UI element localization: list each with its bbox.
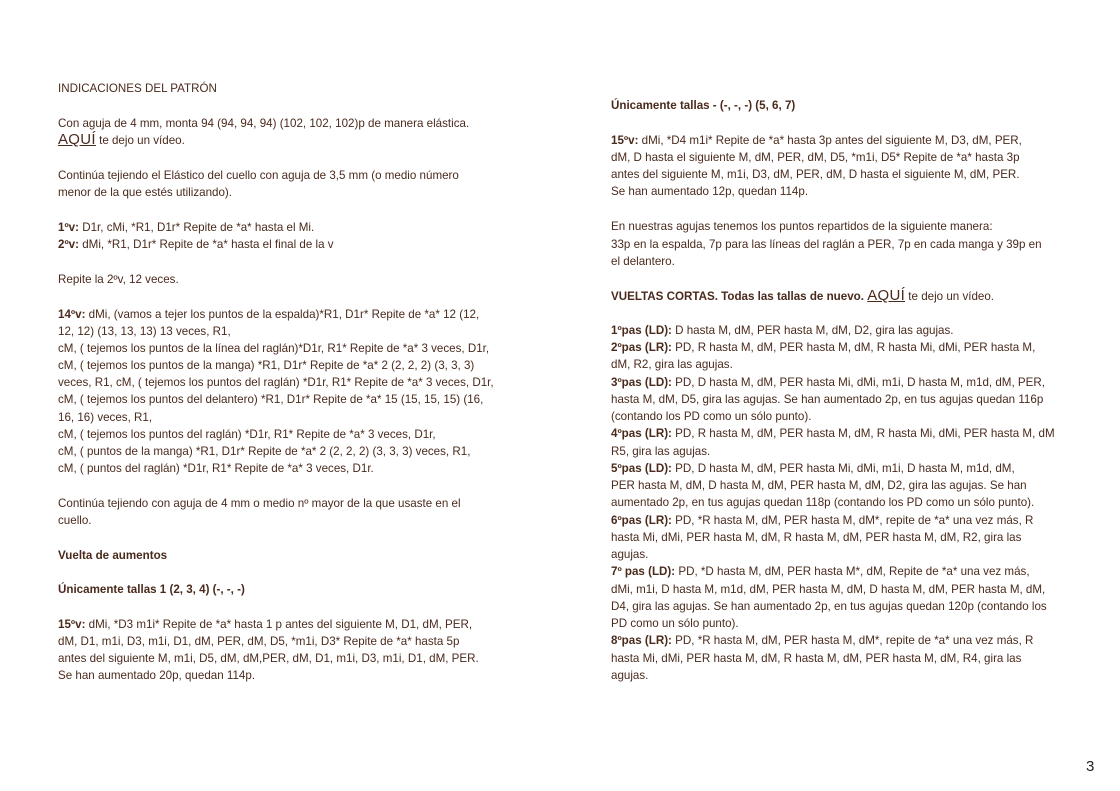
paragraph-line: veces, R1, cM, ( tejemos los puntos del raglán) *D1r, R1* Repite de *a* 3 veces, D1r, — [58, 376, 494, 389]
subheading: Únicamente tallas - (-, -, -) (5, 6, 7) — [611, 99, 796, 112]
paragraph-line: Repite la 2ºv, 12 veces. — [58, 273, 179, 286]
row-instruction: 2ºv: dMi, *R1, D1r* Repite de *a* hasta el final de la v — [58, 238, 334, 251]
short-rows-heading: VUELTAS CORTAS. Todas las tallas de nuevo. AQUÍ te dejo un vídeo. — [611, 287, 995, 304]
paragraph-line: 16, 16) veces, R1, — [58, 411, 153, 424]
paragraph-line: 12, 12) (13, 13, 13) 13 veces, R1, — [58, 325, 231, 338]
paragraph-line: Con aguja de 4 mm, monta 94 (94, 94, 94) (102, 102, 102)p de manera elástica. — [58, 117, 470, 130]
paragraph-line: antes del siguiente M, m1i, D3, dM, PER, dM, D hasta el siguiente M, dM, PER. — [611, 168, 1020, 181]
video-link[interactable]: AQUÍ — [58, 131, 96, 148]
paragraph-line: cM, ( tejemos los puntos del delantero) *R1, D1r* Repite de *a* 15 (15, 15, 15) (16, — [58, 393, 484, 406]
paragraph-line: dM, D1, m1i, D3, m1i, D1, dM, PER, dM, D5, *m1i, D3* Repite de *a* hasta 5p — [58, 635, 460, 648]
subheading: Únicamente tallas 1 (2, 3, 4) (-, -, -) — [58, 583, 245, 596]
paragraph-line: agujas. — [611, 548, 649, 561]
section-heading: INDICACIONES DEL PATRÓN — [58, 82, 217, 95]
row-instruction: 8ºpas (LR): PD, *R hasta M, dM, PER hasta M, dM*, repite de *a* una vez más, R — [611, 634, 1034, 647]
row-instruction: 2ºpas (LR): PD, R hasta M, dM, PER hasta M, dM, R hasta Mi, dMi, PER hasta M, — [611, 341, 1036, 354]
paragraph-line: Continúa tejiendo con aguja de 4 mm o medio nº mayor de la que usaste en el — [58, 497, 461, 510]
paragraph-line: cuello. — [58, 514, 92, 527]
video-link-line: AQUÍ te dejo un vídeo. — [58, 131, 185, 148]
row-instruction: 1ºpas (LD): D hasta M, dM, PER hasta M, dM, D2, gira las agujas. — [611, 324, 954, 337]
paragraph-line: aumentado 2p, en tus agujas quedan 118p (contando los PD como un sólo punto). — [611, 496, 1035, 509]
paragraph-line: 33p en la espalda, 7p para las líneas del raglán a PER, 7p en cada manga y 39p en — [611, 238, 1042, 251]
paragraph-line: el delantero. — [611, 255, 675, 268]
paragraph-line: PER hasta M, dM, D hasta M, dM, PER hasta M, dM, D2, gira las agujas. Se han — [611, 479, 1027, 492]
paragraph-line: dMi, m1i, D hasta M, m1d, dM, PER hasta M, dM, D hasta M, dM, PER hasta M, dM, — [611, 583, 1046, 596]
paragraph-line: antes del siguiente M, m1i, D5, dM, dM,PER, dM, D1, m1i, D3, m1i, D1, dM, PER. — [58, 652, 479, 665]
paragraph-line: cM, ( tejemos los puntos de la línea del raglán)*D1r, R1* Repite de *a* 3 veces, D1r, — [58, 342, 490, 355]
subheading: Vuelta de aumentos — [58, 549, 168, 562]
paragraph-line: cM, ( tejemos los puntos de la manga) *R1, D1r* Repite de *a* 2 (2, 2, 2) (3, 3, 3) — [58, 359, 475, 372]
paragraph-line: hasta M, dM, D5, gira las agujas. Se han aumentado 2p, en tus agujas quedan 116p — [611, 393, 1044, 406]
paragraph-line: (contando los PD como un sólo punto). — [611, 410, 812, 423]
paragraph-line: agujas. — [611, 669, 649, 682]
row-instruction: 14ºv: dMi, (vamos a tejer los puntos de la espalda)*R1, D1r* Repite de *a* 12 (12, — [58, 308, 480, 321]
paragraph-line: hasta Mi, dMi, PER hasta M, dM, R hasta M, dM, PER hasta M, dM, R4, gira las — [611, 652, 1022, 665]
row-instruction: 5ºpas (LD): PD, D hasta M, dM, PER hasta Mi, dMi, m1i, D hasta M, m1d, dM, — [611, 462, 1015, 475]
row-instruction: 6ºpas (LR): PD, *R hasta M, dM, PER hasta M, dM*, repite de *a* una vez más, R — [611, 514, 1034, 527]
paragraph-line: cM, ( tejemos los puntos del raglán) *D1r, R1* Repite de *a* 3 veces, D1r, — [58, 428, 436, 441]
paragraph-line: En nuestras agujas tenemos los puntos repartidos de la siguiente manera: — [611, 220, 993, 233]
paragraph-line: PD como un sólo punto). — [611, 617, 739, 630]
paragraph-line: dM, R2, gira las agujas. — [611, 358, 733, 371]
video-link[interactable]: AQUÍ — [867, 287, 906, 304]
paragraph-line: R5, gira las agujas. — [611, 445, 711, 458]
paragraph-line: cM, ( puntos del raglán) *D1r, R1* Repite de *a* 3 veces, D1r. — [58, 462, 374, 475]
paragraph-line: D4, gira las agujas. Se han aumentado 2p, en tus agujas quedan 120p (contando los — [611, 600, 1047, 613]
row-instruction: 3ºpas (LD): PD, D hasta M, dM, PER hasta Mi, dMi, m1i, D hasta M, m1d, dM, PER, — [611, 376, 1045, 389]
row-instruction: 4ºpas (LR): PD, R hasta M, dM, PER hasta M, dM, R hasta Mi, dMi, PER hasta M, dM — [611, 427, 1055, 440]
paragraph-line: Se han aumentado 12p, quedan 114p. — [611, 185, 809, 198]
page-number: 3 — [1086, 758, 1095, 775]
row-instruction: 15ºv: dMi, *D4 m1i* Repite de *a* hasta 3p antes del siguiente M, D3, dM, PER, — [611, 134, 1022, 147]
row-instruction: 15ºv: dMi, *D3 m1i* Repite de *a* hasta 1 p antes del siguiente M, D1, dM, PER, — [58, 618, 473, 631]
paragraph-line: cM, ( puntos de la manga) *R1, D1r* Repite de *a* 2 (2, 2, 2) (3, 3, 3) veces, R1, — [58, 445, 471, 458]
paragraph-line: dM, D hasta el siguiente M, dM, PER, dM, D5, *m1i, D5* Repite de *a* hasta 3p — [611, 151, 1020, 164]
paragraph-line: Se han aumentado 20p, quedan 114p. — [58, 669, 256, 682]
paragraph-line: menor de la que estés utilizando). — [58, 186, 233, 199]
paragraph-line: hasta Mi, dMi, PER hasta M, dM, R hasta M, dM, PER hasta M, dM, R2, gira las — [611, 531, 1022, 544]
paragraph-line: Continúa tejiendo el Elástico del cuello con aguja de 3,5 mm (o medio número — [58, 169, 459, 182]
row-instruction: 7º pas (LD): PD, *D hasta M, dM, PER hasta M*, dM, Repite de *a* una vez más, — [611, 565, 1030, 578]
row-instruction: 1ºv: D1r, cMi, *R1, D1r* Repite de *a* hasta el Mi. — [58, 221, 315, 234]
